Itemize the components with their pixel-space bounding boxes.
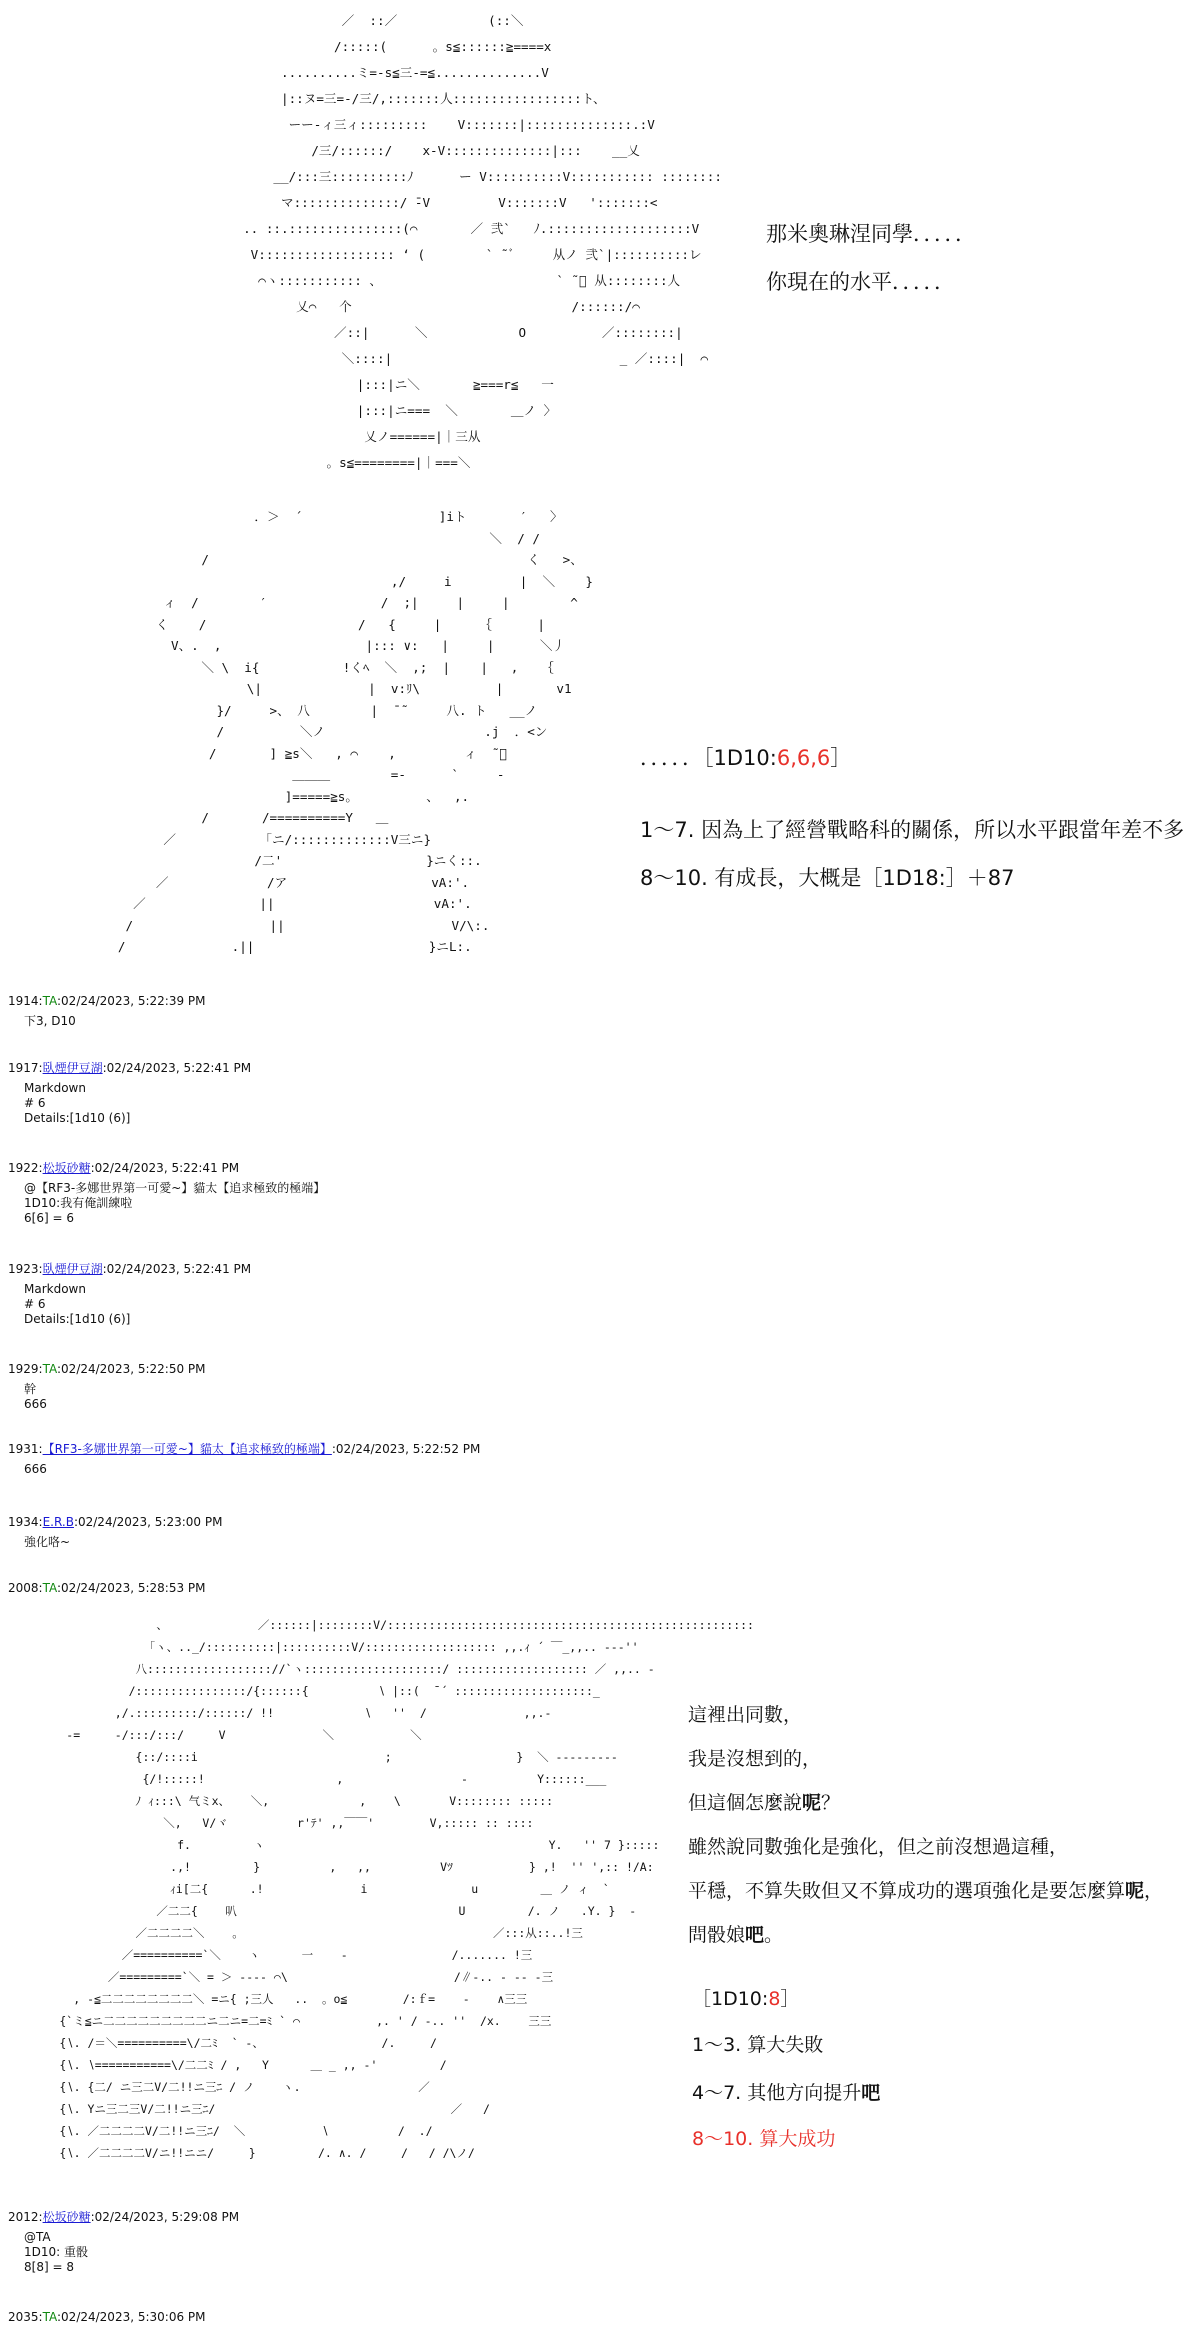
post-body-line: # 6	[24, 1297, 46, 1311]
post-header	[8, 1581, 206, 1596]
post-header	[8, 2210, 239, 2225]
text-segment-bold: 吧	[861, 2082, 881, 2104]
post-body-line: 幹	[24, 1382, 37, 1396]
post-number: 1914:	[8, 994, 43, 1008]
post-body-line: 1D10:我有俺訓練啦	[24, 1196, 133, 1210]
post-header	[8, 1161, 239, 1176]
post-number: 1917:	[8, 1061, 43, 1075]
post-author-link[interactable]: 【RF3-多娜世界第一可愛~】貓太【追求極致的極端】	[42, 1442, 332, 1456]
post-number: 1931:	[8, 1442, 43, 1456]
post-number: 1922:	[8, 1161, 43, 1175]
post-header	[8, 1442, 480, 1457]
text-segment-bold: 呢	[802, 1792, 822, 1814]
ascii-art-panel-1	[190, 8, 722, 488]
text-segment: 但這個怎麼說	[688, 1792, 803, 1814]
post-body-line: 強化咯~	[24, 1535, 71, 1549]
post-body-line: @TA	[24, 2230, 51, 2244]
post-timestamp: :02/24/2023, 5:22:41 PM	[102, 1262, 252, 1276]
dice-roll-close: ］	[780, 1988, 800, 2010]
post-author-link[interactable]: E.R.B	[42, 1515, 74, 1529]
post-timestamp: :02/24/2023, 5:30:06 PM	[57, 2310, 206, 2324]
post-author-link[interactable]: 松坂砂糖	[42, 2210, 91, 2224]
post-body-line: # 6	[24, 1096, 46, 1110]
dice-roll-close: ］	[830, 746, 852, 770]
ascii-art-text: ／ ::／ (::＼ /:::::( 。s≦::::::≧====x ..........ミ=-s≦三-=≦..............V |::ヌ=三=-/三/,:::::::人:::::::::::::::::ト、 ーー-ィ三ィ::::::::: V:::::::|::::::::::::::.:V /三/::::::/ x-V::::::::::::::|::: __乂 __/:::三::::::::::ﾉ ー V::::::::::V::::::::::: :::::::: マ::::::::::::::/ ̄-V V:::::::V ':::::::< .. ::.:::::::::::::::(⌒ ／ 弐` ﾉ.:::::::::::::::::::V V:::::::::::::::::: ‘ ( ` ˜ﾞ 从ノ 弐`|::::::::::レ ⌒ヽ::::::::::: 、 ` ˜ﾞ 从::::::::人 乂⌒ 个 /::::::/⌒ ／::| ＼ O ／::::::::| ＼::::| _ ／::::| ⌒ |:::|ニ＼ ≧===r≦ 一 |:::|ニ=== ＼ ＿ノ 〉 乂ノ======|｜三从 。s≦========|｜===＼	[243, 13, 722, 470]
post-body-line: 6[6] = 6	[24, 1211, 74, 1225]
ascii-art-text: ．＞ ´ ]iト ′ 〉 ＼ / / / く >、 ,/ i | ＼ } ィ / ′ / ;| | | ^ く / / { | ｛ | V、. , |::: ∨: | | ＼丿 ＼ \ i{ !くﾍ ＼ ,; | | , ｛ \| | v:ﾘ\ | v1 }/ >、 八 | ̄ ˜ 八. ト __ノ / ＼ノ .j ．<ン / ] ≧s＼ , ⌒ , ィ ˜ﾞ ＿＿＿ =- ` - ]=====≧s。 、 ,. / /==========Y ＿ ／ 「ニ/:::::::::::::V三ニ} /二' }ニく::. ／ /ア vA:'. ／ || vA:'. / || V/\:. / .|| }ニL:.	[117, 509, 594, 954]
post-author: TA	[42, 2310, 57, 2324]
post-number: 2035:	[8, 2310, 43, 2324]
dice-roll-1d10-b	[692, 1984, 799, 2011]
ascii-art-panel-2	[80, 506, 600, 966]
post-author: TA	[42, 994, 57, 1008]
outcome-line-2: 8～10. 有成長，大概是［1D18:］＋87	[640, 866, 1015, 890]
narration-line-6: 雖然說同數強化是強化，但之前沒想過這種，	[688, 1836, 1069, 1858]
post-timestamp: :02/24/2023, 5:29:08 PM	[90, 2210, 240, 2224]
text-segment: 問骰娘	[688, 1924, 746, 1946]
dice-roll-values: 6,6,6	[776, 746, 831, 770]
narration-line-2: 你現在的水平．．．．．	[766, 270, 955, 294]
text-segment: 4～7. 其他方向提升	[692, 2082, 862, 2104]
outcome-line-5: 8～10. 算大成功	[692, 2128, 836, 2150]
post-number: 2012:	[8, 2210, 43, 2224]
text-segment: 平穩，不算失敗但又不算成功的選項強化是要怎麼算	[688, 1880, 1126, 1902]
post-body-line: Details:[1d10 (6)]	[24, 1312, 131, 1326]
post-timestamp: :02/24/2023, 5:22:41 PM	[102, 1061, 252, 1075]
text-segment: 。	[764, 1924, 784, 1946]
post-body-line: 666	[24, 1462, 47, 1476]
post-number: 1934:	[8, 1515, 43, 1529]
post-header	[8, 1262, 251, 1277]
post-header	[8, 2310, 206, 2325]
outcome-line-3: 1～3. 算大失敗	[692, 2034, 824, 2056]
narration-line-1: 那米奧琳涅同學．．．．．	[766, 222, 976, 246]
narration-line-8	[688, 1920, 783, 1947]
post-body-line: Markdown	[24, 1081, 86, 1095]
post-body-line: Details:[1d10 (6)]	[24, 1111, 131, 1125]
post-body-line: 666	[24, 1397, 47, 1411]
narration-line-5	[688, 1788, 840, 1815]
narration-line-3: 這裡出同數，	[688, 1704, 803, 1726]
post-timestamp: :02/24/2023, 5:22:52 PM	[331, 1442, 481, 1456]
post-header	[8, 1061, 251, 1076]
post-author: TA	[42, 1362, 57, 1376]
post-author-link[interactable]: 臥煙伊豆湖	[42, 1061, 103, 1075]
post-number: 1929:	[8, 1362, 43, 1376]
post-author-link[interactable]: 松坂砂糖	[42, 1161, 91, 1175]
post-body-line: 1D10: 重骰	[24, 2245, 89, 2259]
post-timestamp: :02/24/2023, 5:22:39 PM	[57, 994, 206, 1008]
dice-roll-open: ．．．．．［1D10:	[640, 746, 777, 770]
narration-line-4: 我是沒想到的，	[688, 1748, 822, 1770]
post-body-line: 下3, D10	[24, 1014, 76, 1028]
post-number: 1923:	[8, 1262, 43, 1276]
post-timestamp: :02/24/2023, 5:28:53 PM	[57, 1581, 206, 1595]
post-body-line: @【RF3-多娜世界第一可愛~】貓太【追求極致的極端】	[24, 1181, 326, 1195]
dice-roll-open: ［1D10:	[692, 1988, 769, 2010]
post-timestamp: :02/24/2023, 5:22:41 PM	[90, 1161, 240, 1175]
outcome-line-1: 1～7. 因為上了經營戰略科的關係，所以水平跟當年差不多	[640, 818, 1185, 842]
post-timestamp: :02/24/2023, 5:22:50 PM	[57, 1362, 206, 1376]
post-body-line: 8[8] = 8	[24, 2260, 74, 2274]
post-timestamp: :02/24/2023, 5:23:00 PM	[73, 1515, 223, 1529]
post-header	[8, 1362, 206, 1377]
text-segment: ，	[1144, 1880, 1164, 1902]
post-number: 2008:	[8, 1581, 43, 1595]
outcome-line-4	[692, 2078, 880, 2105]
post-author-link[interactable]: 臥煙伊豆湖	[42, 1262, 103, 1276]
post-header	[8, 1515, 222, 1530]
dice-roll-value: 8	[768, 1988, 781, 2010]
dice-roll-1d10	[640, 742, 851, 772]
ascii-art-text: 、 ／::::::|::::::::V/::::::::::::::::::::::::::::::::::::::::::::::::::::: ｢ヽ、.._/::::::::::|::::::::::V/::::::::::::::::::: ,,.ｨ ´ ￣_,,.. ---'' 八:::::::::::::::::://`ヽ::::::::::::::::::::/ ::::::::::::::::::: ／ ,,.. - /::::::::::::::::/{::::::{ ∖ |::( ̄ ´ ::::::::::::::::::::_ ,/.:::::::::/::::::/ !! ∖ '' / ,,.- -= -/:::/:::/ V ＼ ＼ {::/::::i ; } ＼ --------- {/!:::::! , - Y::::::___ ﾉ ｨ:::\ 气ミx、 ＼, , \ V:::::::: ::::: ＼, V/ヾ r'ﾃ' ,,￣￣' V,::::: :: :::: f. ヽ Y. '' 7 }::::: .,! } , ,, Vﾂ } ,! '' ',:: !/A: ｨi[二{ .! i u ＿ ノ ィ ` ／二二{ 叭 U /. ノ .Y. } - ／二二二二＼ 。 ／:::从::..!三 ／==========`＼ ヽ 一 ‐ /....... !三 ／=========`＼ = ＞ ---- ⌒\ /∥‐.. ‐ ‐‐ ‐三 , -≦二二二二二二二二＼ =ニ{ ;三人 .. 。o≦ /:ｆ= ‐ ∧三三 {`ミ≦ニ二二二二二二二二二ニ二ニ=二=ﾐ ` ⌒ ,. ' / ‐.. '' /x. 三三 {∖. /＝＼==========\/二ﾐ ` ‐、 /. / {∖. ∖===========\/二二ﾐ / , Y ＿ _ ,, -' / {∖. {二/ ニ三二V/二!!ニ三ﾆ / ノ ヽ. ／ {∖. Yニ三二三V/二!!ニ三ﾆ/ ／ / {∖. ／二二二二V/二!!ニ三ﾆ/ ＼ ∖ / ./ {∖. ／二二二二V/ニ!!ニニ/ } /. ∧. / / / /\ノ/	[59, 1618, 754, 2160]
text-segment-bold: 吧	[745, 1924, 765, 1946]
text-segment-bold: 呢	[1125, 1880, 1145, 1902]
text-segment: ？	[821, 1792, 841, 1814]
post-author: TA	[42, 1581, 57, 1595]
narration-line-7	[688, 1876, 1163, 1903]
post-header	[8, 994, 206, 1009]
post-body-line: Markdown	[24, 1282, 86, 1296]
